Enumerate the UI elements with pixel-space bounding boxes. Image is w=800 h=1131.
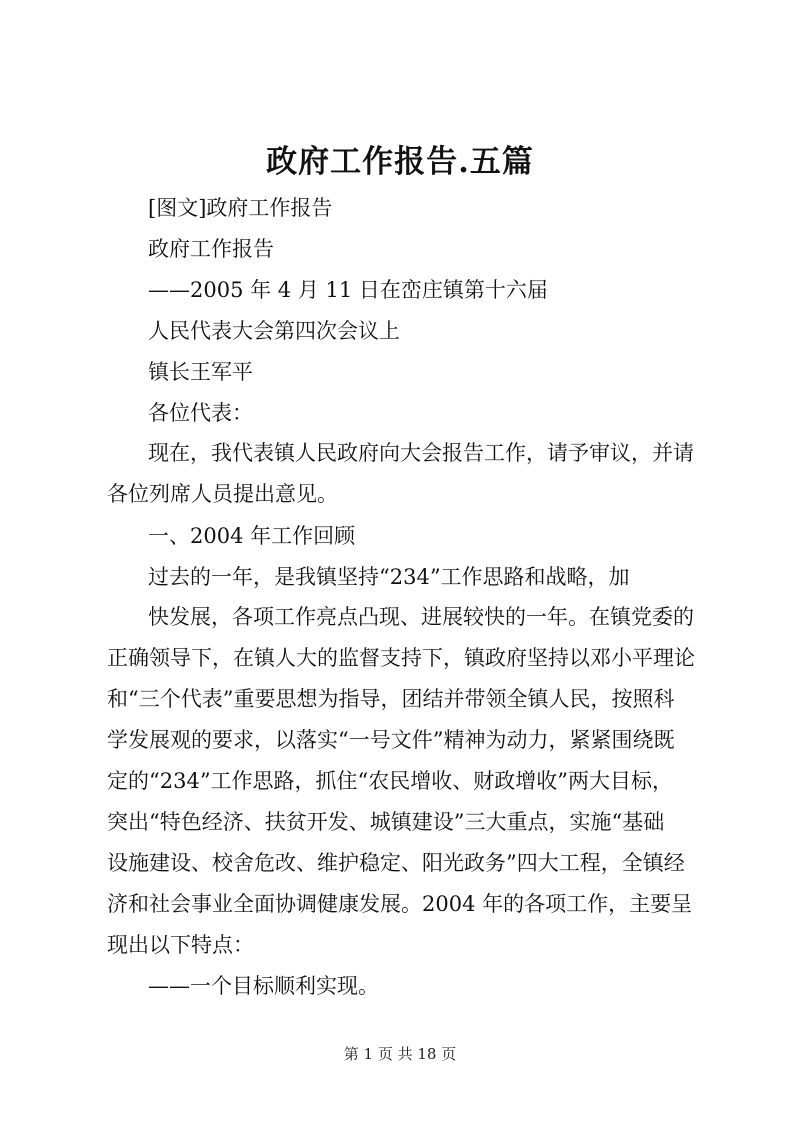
review-paragraph bbox=[107, 597, 707, 966]
intro-row: 各位列席人员提出意见。 bbox=[107, 482, 338, 506]
review-row: 和“三个代表”重要思想为指导，团结并带领全镇人民，按照科 bbox=[107, 687, 675, 711]
salutation-line: 各位代表： bbox=[148, 401, 253, 425]
review-first-line: 过去的一年，是我镇坚持“234”工作思路和战略，加 bbox=[148, 565, 630, 589]
review-row: 突出“特色经济、扶贫开发、城镇建设”三大重点，实施“基础 bbox=[107, 810, 665, 834]
meeting-line: 人民代表大会第四次会议上 bbox=[148, 319, 400, 343]
speaker-line: 镇长王军平 bbox=[148, 360, 253, 384]
section-heading: 一、2004 年工作回顾 bbox=[148, 524, 356, 548]
review-row: 正确领导下，在镇人大的监督支持下，镇政府坚持以邓小平理论 bbox=[107, 646, 695, 670]
date-venue-line: ——2005 年 4 月 11 日在峦庄镇第十六届 bbox=[148, 278, 548, 302]
intro-paragraph bbox=[107, 433, 707, 515]
page-number-footer: 第 1 页 共 18 页 bbox=[343, 1045, 457, 1063]
review-row: 济和社会事业全面协调健康发展。2004 年的各项工作，主要呈 bbox=[107, 892, 693, 916]
document-title: 政府工作报告.五篇 bbox=[266, 144, 534, 180]
report-name-line: 政府工作报告 bbox=[148, 237, 274, 261]
closing-line: ——一个目标顺利实现。 bbox=[148, 974, 379, 998]
review-row: 设施建设、校舍危改、维护稳定、阳光政务”四大工程，全镇经 bbox=[107, 851, 685, 875]
review-row: 定的“234”工作思路，抓住“农民增收、财政增收”两大目标， bbox=[107, 769, 674, 793]
intro-row: 现在，我代表镇人民政府向大会报告工作，请予审议，并请 bbox=[148, 441, 694, 465]
review-row: 现出以下特点： bbox=[107, 933, 254, 957]
review-row: 快发展，各项工作亮点凸现、进展较快的一年。在镇党委的 bbox=[148, 605, 694, 629]
subtitle-line: [图文]政府工作报告 bbox=[148, 196, 333, 220]
review-row: 学发展观的要求，以落实“一号文件”精神为动力，紧紧围绕既 bbox=[107, 728, 675, 752]
